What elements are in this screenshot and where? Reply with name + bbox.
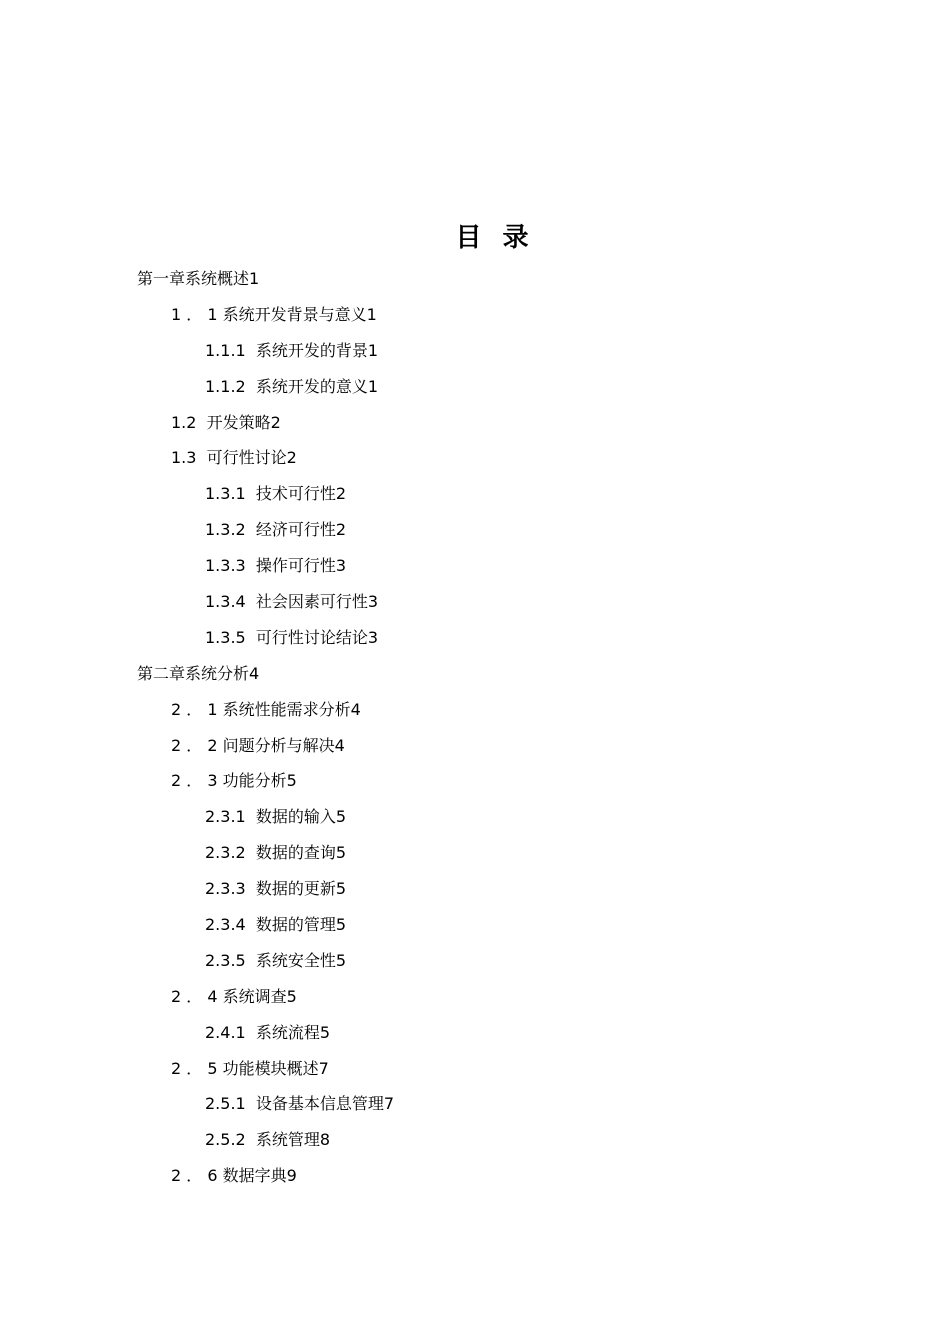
toc-entry: 2 ． 1 系统性能需求分析4: [171, 699, 361, 719]
toc-title: 目 录: [455, 223, 535, 253]
toc-entry: 第二章系统分析4: [137, 663, 260, 683]
toc-entry: 2.5.1 设备基本信息管理7: [205, 1094, 395, 1114]
toc-entry: 2.3.4 数据的管理5: [205, 915, 347, 935]
toc-entry: 2.3.2 数据的查询5: [205, 843, 347, 863]
toc-entry: 2 ． 6 数据字典9: [171, 1166, 297, 1186]
toc-entry: 1.2 开发策略2: [171, 412, 281, 432]
toc-entry: 2.5.2 系统管理8: [205, 1130, 331, 1150]
toc-entry: 2 ． 4 系统调查5: [171, 986, 297, 1006]
toc-entry: 2.3.3 数据的更新5: [205, 879, 347, 899]
toc-entry: 第一章系统概述1: [137, 269, 260, 288]
toc-entry: 1.3.3 操作可行性3: [205, 556, 347, 576]
toc-entry: 2 ． 3 功能分析5: [171, 771, 297, 791]
toc-entry: 1.3.2 经济可行性2: [205, 520, 347, 540]
toc-entry: 1.3.1 技术可行性2: [205, 484, 347, 504]
toc-entry: 2.4.1 系统流程5: [205, 1022, 331, 1042]
table-of-contents: [0, 261, 950, 1194]
toc-entry: 2 ． 5 功能模块概述7: [171, 1058, 329, 1078]
toc-entry: 1.3.5 可行性讨论结论3: [205, 627, 379, 647]
toc-entry: 1.1.1 系统开发的背景1: [205, 340, 379, 360]
toc-entry: 2.3.5 系统安全性5: [205, 950, 347, 970]
toc-entry: 2 ． 2 问题分析与解决4: [171, 735, 345, 755]
toc-entry: 1.3.4 社会因素可行性3: [205, 592, 379, 612]
toc-entry: 1.3 可行性讨论2: [171, 448, 297, 468]
toc-entry: 1.1.2 系统开发的意义1: [205, 376, 379, 396]
toc-entry: 1 ． 1 系统开发背景与意义1: [171, 304, 377, 324]
toc-entry: 2.3.1 数据的输入5: [205, 807, 347, 827]
